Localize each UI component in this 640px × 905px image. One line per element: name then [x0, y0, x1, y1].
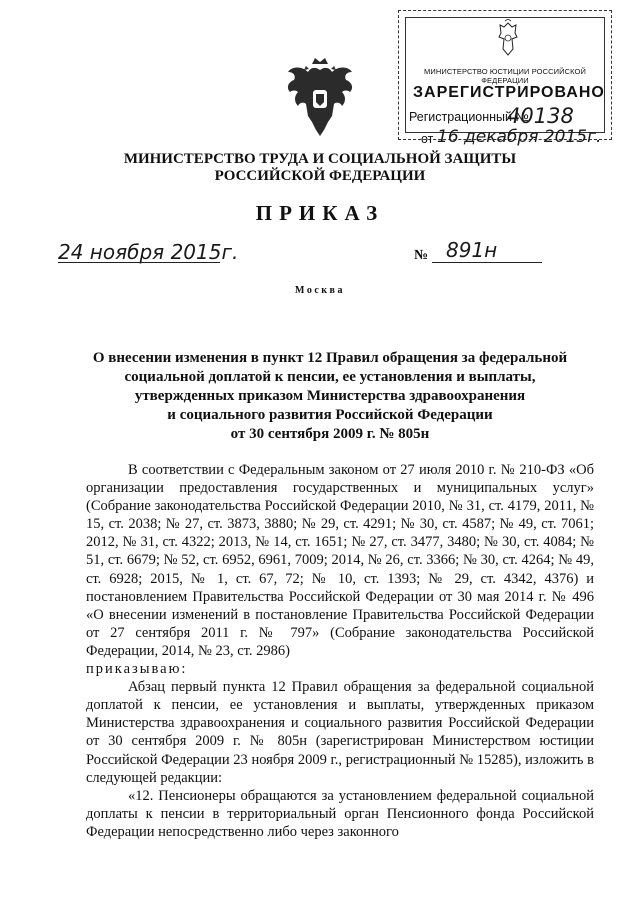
document-type: ПРИКАЗ [255, 201, 385, 225]
ministry-name-line2: РОССИЙСКОЙ ФЕДЕРАЦИИ [214, 168, 426, 184]
stamp-reg-number-label: Регистрационный № [409, 110, 529, 124]
body-paragraph: Абзац первый пункта 12 Правил обращения за федеральной социальной доплатой к пенсии, ее установления и выплаты, утвержденных приказом Министерства здравоохранения и социального развития Российской Федерации от 30 сентября 2009 г. № 805н (зарегистрирован Министерством юстиции Российской Федерации 23 ноября 2009 г., регистрационный № 15285), изложить в следующей редакции: [86, 679, 594, 786]
subject-line: и социального развития Российской Федерации [167, 407, 493, 423]
stamp-date: 16 декабря 2015г. [437, 127, 602, 147]
subject-line: О внесении изменения в пункт 12 Правил обращения за федеральной [92, 350, 568, 366]
registration-stamp [398, 10, 612, 147]
stamp-date-label: от [421, 132, 434, 146]
subject-line: от 30 сентября 2009 г. № 805н [230, 426, 430, 442]
stamp-registered: ЗАРЕГИСТРИРОВАНО [413, 84, 605, 101]
order-word: приказываю: [86, 661, 188, 678]
date-underline [58, 262, 220, 263]
stamp-reg-number: 40138 [507, 104, 574, 128]
order-number: 891н [446, 238, 498, 262]
number-sign: № [414, 248, 429, 263]
subject-line: утвержденных приказом Министерства здравоохранения [134, 388, 526, 404]
body-paragraph: В соответствии с Федеральным законом от 27 июля 2010 г. № 210-ФЗ «Об организации предоставления государственных и муниципальных услуг» (Собрание законодательства Российской Федерации 2010, № 31, ст. 4179, 2011, № 15, ст. 2038; № 27, ст. 3873, 3880; № 29, ст. 4291; № 30, ст. 4587; № 49, ст. 7061; 2012, № 31, ст. 4322; 2013, № 14, ст. 1651; № 27, ст. 3477, 3480; № 30, ст. 4084; № 51, ст. 6679; № 52, ст. 6952, 6961, 7009; 2014, № 26, ст. 3366; № 30, ст. 4264; № 49, ст. 6928; 2015, № 1, ст. 67, 72; № 10, ст. 1393; № 29, ст. 4342, 4376) и постановлением Правительства Российской Федерации от 30 мая 2014 г. № 496 «О внесении изменений в постановление Правительства Российской Федерации от 27 сентября 2011 г. № 797» (Собрание законодательства Российской Федерации, 2014, № 23, ст. 2986) [86, 462, 594, 659]
coat-of-arms-icon [282, 56, 358, 142]
stamp-ministry: МИНИСТЕРСТВО ЮСТИЦИИ РОССИЙСКОЙ ФЕДЕРАЦИИ [424, 67, 586, 85]
ministry-name-line1: МИНИСТЕРСТВО ТРУДА И СОЦИАЛЬНОЙ ЗАЩИТЫ [123, 151, 517, 167]
stamp-eagle-emblem-icon [497, 19, 519, 59]
subject-line: социальной доплатой к пенсии, ее установления и выплаты, [124, 369, 536, 385]
document-body [86, 461, 594, 841]
order-date: 24 ноября 2015г. [58, 240, 239, 264]
body-paragraph: «12. Пенсионеры обращаются за установлением федеральной социальной доплаты к пенсии в территориальный орган Пенсионного фонда Российской Федерации непосредственно либо через законного [86, 787, 594, 840]
order-subject [80, 349, 580, 444]
number-underline [432, 262, 542, 263]
city: Москва [295, 285, 345, 296]
